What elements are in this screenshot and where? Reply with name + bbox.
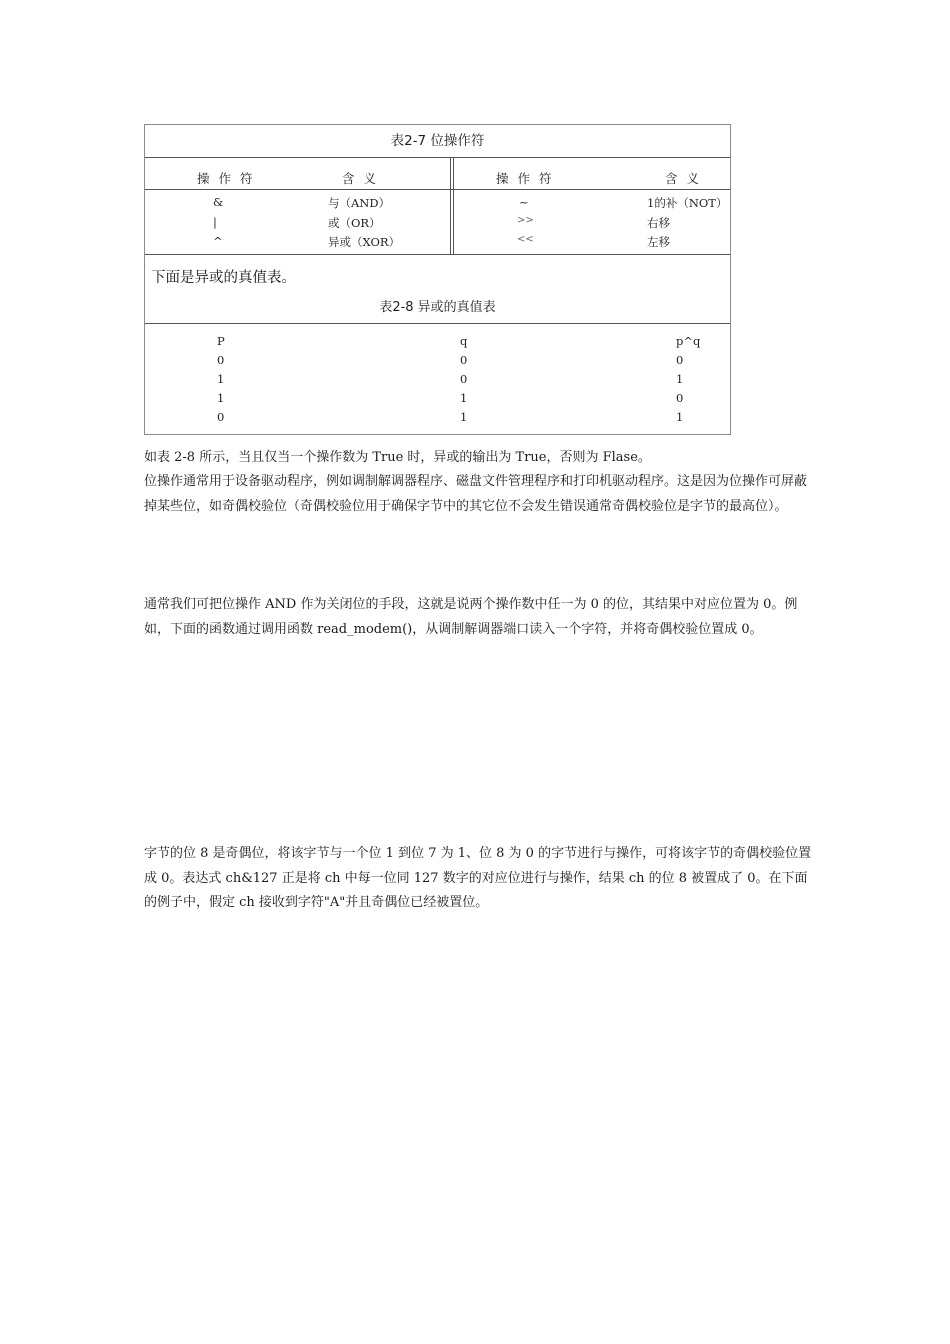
table-2-8-header-pxq: p^q [676, 334, 701, 348]
table-2-7-cell: 异或（XOR） [328, 235, 401, 249]
table-2-7-cell: ^ [213, 234, 223, 248]
table-2-8-top-rule [145, 323, 730, 324]
table-2-8-cell: 1 [460, 391, 468, 405]
table-2-7-cell: >> [517, 215, 534, 226]
table-2-8-cell: 0 [217, 353, 225, 367]
table-2-7-cell: 右移 [647, 216, 670, 230]
table-2-7-top-rule [145, 157, 730, 158]
table-2-7-bottom-rule [145, 254, 730, 255]
table-2-8-cell: 1 [217, 372, 225, 386]
table-2-7-header-operator-right: 操作符 [496, 171, 561, 186]
table-2-7-cell: 左移 [647, 235, 670, 249]
table-2-7-divider-b [453, 157, 454, 254]
table-2-8-cell: 1 [460, 410, 468, 424]
table-2-8-header-p: P [217, 334, 225, 348]
table-2-8-cell: 1 [676, 372, 684, 386]
table-2-8-cell: 0 [217, 410, 225, 424]
paragraph-parity-bit: 字节的位 8 是奇偶位，将该字节与一个位 1 到位 7 为 1、位 8 为 0 的字节进行与操作，可将该字节的奇偶校验位置成 0。表达式 ch&127 正是将 ch 中每一位同 127 数字的对应位进行与操作，结果 ch 的位 8 被置成了 0。在下面的例子中，假定 ch 接收到字符"A"并且奇偶位已经被置位。 [144, 846, 812, 910]
table-2-7-header-rule [145, 189, 730, 190]
table-2-7-cell: & [213, 195, 224, 209]
table-2-7-cell: 或（OR） [328, 216, 381, 230]
table-2-8-cell: 0 [460, 372, 468, 386]
table-2-7-header-meaning-right: 含义 [665, 171, 709, 186]
table-2-8-cell: 1 [217, 391, 225, 405]
paragraph-and-clear-bits: 通常我们可把位操作 AND 作为关闭位的手段，这就是说两个操作数中任一为 0 的位，其结果中对应位置为 0。例如，下面的函数通过调用函数 read_modem()，从调制解调器端口读入一个字符，并将奇偶校验位置成 0。 [144, 597, 798, 637]
table-2-7-cell: << [517, 234, 534, 245]
table-2-7-header-operator-left: 操作符 [197, 171, 262, 186]
paragraph-xor-output: 如表 2-8 所示，当且仅当一个操作数为 True 时，异或的输出为 True，否则为 Flase。 [144, 450, 651, 465]
table-2-7-caption: 表2-7 位操作符 [390, 133, 485, 149]
table-2-7-header-meaning-left: 含义 [342, 171, 386, 186]
table-2-8-cell: 0 [676, 353, 684, 367]
paragraph-device-drivers: 位操作通常用于设备驱动程序，例如调制解调器程序、磁盘文件管理程序和打印机驱动程序。这是因为位操作可屏蔽掉某些位，如奇偶校验位（奇偶校验位用于确保字节中的其它位不会发生错误通常奇偶校验位是字节的最高位）。 [144, 474, 808, 514]
table-2-7-cell: 与（AND） [328, 196, 391, 210]
table-2-7-cell: ~ [519, 195, 529, 209]
table-2-8-cell: 1 [676, 410, 684, 424]
table-2-7-cell: 1的补（NOT） [647, 196, 728, 210]
truth-table-intro: 下面是异或的真值表。 [151, 270, 296, 286]
table-2-8-cell: 0 [676, 391, 684, 405]
table-2-8-cell: 0 [460, 353, 468, 367]
table-2-8-header-q: q [460, 334, 468, 348]
table-2-8-caption: 表2-8 异或的真值表 [379, 300, 496, 315]
table-2-7-cell: | [213, 215, 217, 229]
operator-tables-figure [144, 124, 731, 435]
table-2-7-divider-a [450, 157, 451, 254]
